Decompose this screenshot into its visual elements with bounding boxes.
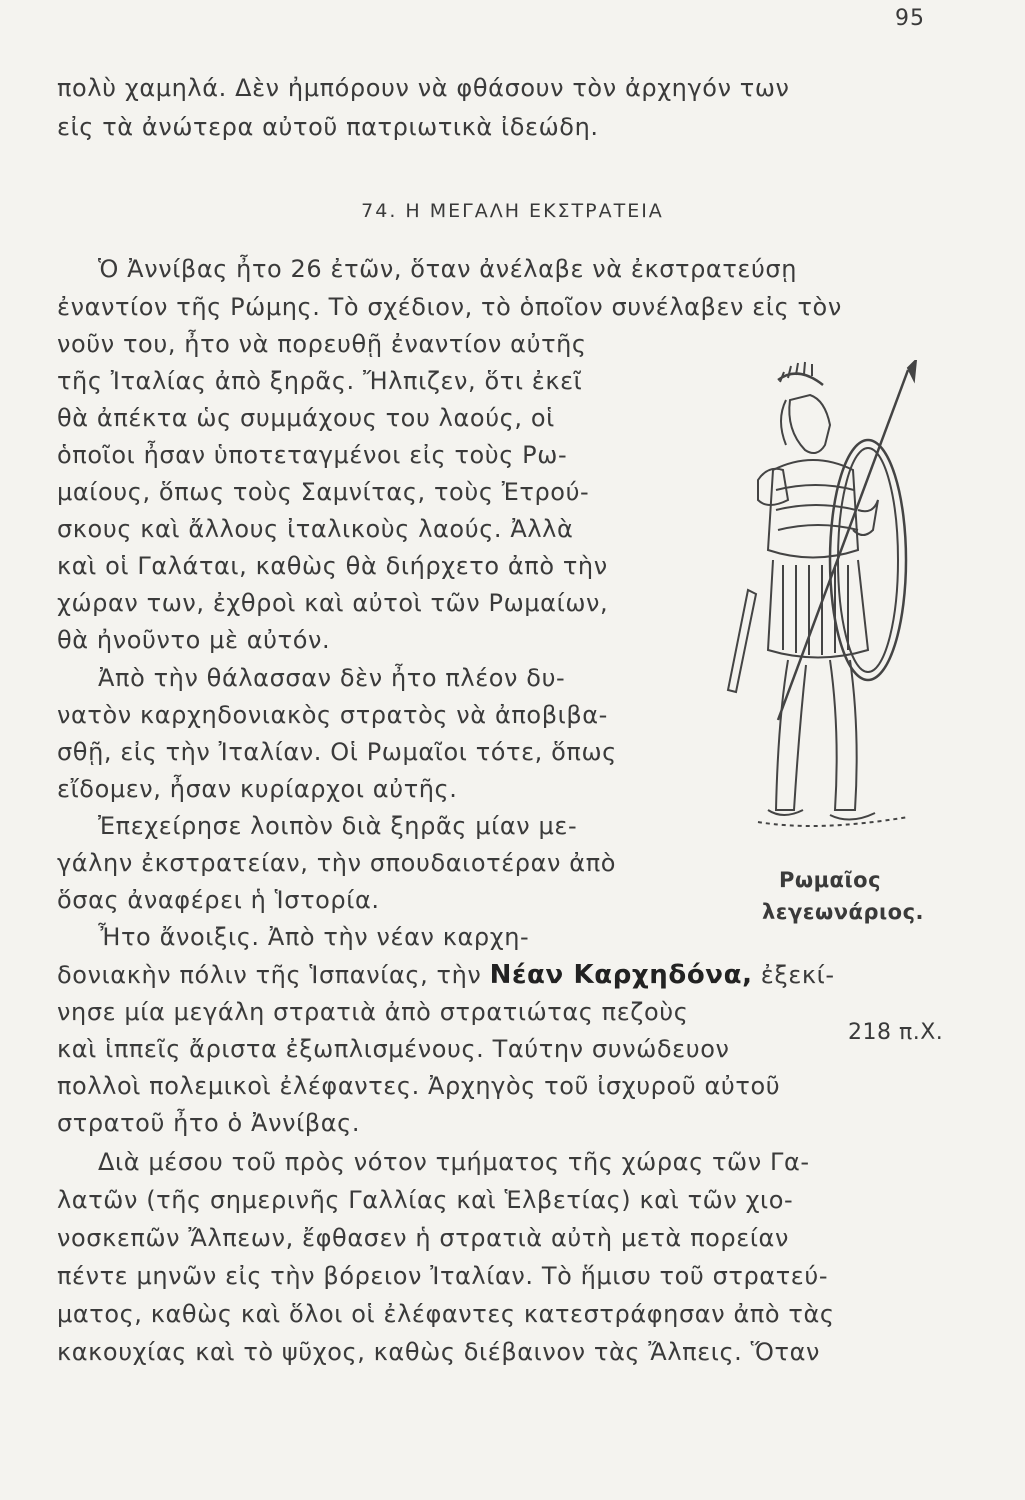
- body-line: τῆς Ἰταλίας ἀπὸ ξηρᾶς. Ἤλπιζεν, ὅτι ἐκεῖ: [57, 367, 583, 395]
- body-line: Διὰ μέσου τοῦ πρὸς νότον τμήματος τῆς χώρας τῶν Γα-: [98, 1148, 810, 1176]
- body-line: ὁποῖοι ἦσαν ὑποτεταγμένοι εἰς τοὺς Ρω-: [57, 441, 568, 469]
- intro-line-1: πολὺ χαμηλά. Δὲν ἠμπόρουν νὰ φθάσουν τὸν ἀρχηγόν των: [57, 74, 790, 102]
- body-line: ὅσας ἀναφέρει ἡ Ἱστορία.: [57, 886, 380, 914]
- body-line: Ἦτο ἄνοιξις. Ἀπὸ τὴν νέαν καρχη-: [98, 923, 530, 951]
- figure-caption-line-2: λεγεωνάριος.: [761, 900, 925, 924]
- body-line: καὶ οἱ Γαλάται, καθὼς θὰ διήρχετο ἀπὸ τὴν: [57, 552, 608, 580]
- body-line: νοῦν του, ἦτο νὰ πορευθῇ ἐναντίον αὐτῆς: [57, 330, 587, 358]
- body-line: στρατοῦ ἦτο ὁ Ἀννίβας.: [57, 1109, 361, 1137]
- body-line: ἐναντίον τῆς Ρώμης. Τὸ σχέδιον, τὸ ὁποῖον συνέλαβεν εἰς τὸν: [57, 293, 842, 321]
- body-line: νοσκεπῶν Ἄλπεων, ἔφθασεν ἡ στρατιὰ αὐτὴ μετὰ πορείαν: [57, 1224, 789, 1252]
- intro-line-2: εἰς τὰ ἀνώτερα αὐτοῦ πατριωτικὰ ἰδεώδη.: [57, 113, 599, 141]
- body-line: σκους καὶ ἄλλους ἰταλικοὺς λαούς. Ἀλλὰ: [57, 515, 574, 543]
- body-line: Ἀπὸ τὴν θάλασσαν δὲν ἦτο πλέον δυ-: [98, 664, 566, 692]
- body-line: καὶ ἱππεῖς ἄριστα ἐξωπλισμένους. Ταύτην συνώδευον: [57, 1035, 730, 1063]
- body-line: νατὸν καρχηδονιακὸς στρατὸς νὰ ἀποβιβα-: [57, 701, 608, 729]
- body-line: Ὁ Ἀννίβας ἦτο 26 ἐτῶν, ὅταν ἀνέλαβε νὰ ἐκστρατεύσῃ: [98, 255, 798, 283]
- body-line: σθῇ, εἰς τὴν Ἰταλίαν. Οἱ Ρωμαῖοι τότε, ὅπως: [57, 738, 617, 766]
- body-line: γάλην ἐκστρατείαν, τὴν σπουδαιοτέραν ἀπὸ: [57, 849, 617, 877]
- margin-date-note: 218 π.Χ.: [848, 1020, 944, 1045]
- body-line: εἴδομεν, ἦσαν κυρίαρχοι αὐτῆς.: [57, 775, 458, 803]
- body-line-carthage: [57, 962, 835, 988]
- body-line: θὰ ἀπέκτα ὡς συμμάχους του λαούς, οἱ: [57, 404, 555, 432]
- body-line: μαίους, ὅπως τοὺς Σαμνίτας, τοὺς Ἐτρού-: [57, 478, 590, 506]
- body-line: πολλοὶ πολεμικοὶ ἐλέφαντες. Ἀρχηγὸς τοῦ ἰσχυροῦ αὐτοῦ: [57, 1072, 781, 1100]
- body-line: λατῶν (τῆς σημερινῆς Γαλλίας καὶ Ἑλβετίας) καὶ τῶν χιο-: [57, 1186, 794, 1214]
- body-line: κακουχίας καὶ τὸ ψῦχος, καθὼς διέβαινον τὰς Ἄλπεις. Ὅταν: [57, 1338, 820, 1366]
- roman-legionary-illustration-icon: [718, 360, 948, 850]
- body-line: ματος, καθὼς καὶ ὅλοι οἱ ἐλέφαντες κατεστράφησαν ἀπὸ τὰς: [57, 1300, 835, 1328]
- place-name-emphasis: Νέαν Καρχηδόνα,: [489, 960, 753, 990]
- section-heading: 74. Η ΜΕΓΑΛΗ ΕΚΣΤΡΑΤΕΙΑ: [361, 200, 664, 222]
- text-segment: δονιακὴν πόλιν τῆς Ἱσπανίας, τὴν: [57, 961, 490, 989]
- body-line: θὰ ἠνοῦντο μὲ αὐτόν.: [57, 626, 331, 654]
- page-number: 95: [895, 6, 925, 31]
- figure-caption-line-1: Ρωμαῖος: [778, 868, 882, 892]
- body-line: χώραν των, ἐχθροὶ καὶ αὐτοὶ τῶν Ρωμαίων,: [57, 589, 609, 617]
- body-line: Ἐπεχείρησε λοιπὸν διὰ ξηρᾶς μίαν με-: [98, 812, 578, 840]
- text-segment: ἐξεκί-: [752, 961, 835, 989]
- body-line: νησε μία μεγάλη στρατιὰ ἀπὸ στρατιώτας πεζοὺς: [57, 998, 689, 1026]
- body-line: πέντε μηνῶν εἰς τὴν βόρειον Ἰταλίαν. Τὸ ἥμισυ τοῦ στρατεύ-: [57, 1262, 829, 1290]
